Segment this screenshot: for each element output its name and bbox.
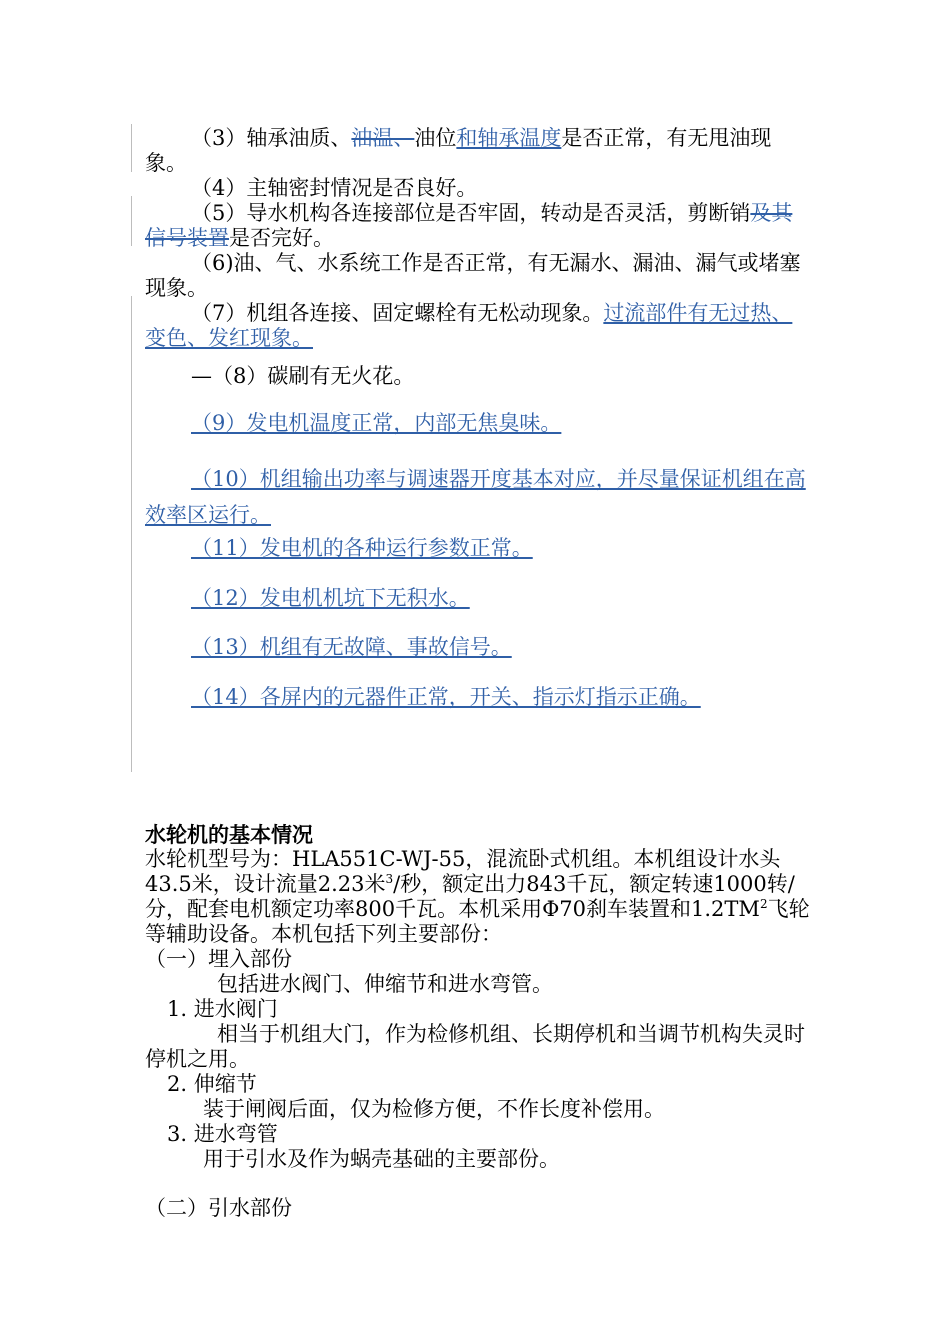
- list-item-4: （4）主轴密封情况是否良好。: [191, 176, 478, 200]
- subpart-1-desc: 相当于机组大门，作为检修机组、长期停机和当调节机构失灵时停机之用。: [145, 1022, 805, 1071]
- inserted-text: 过流部件有无过热、变色、发红现象。: [145, 301, 793, 350]
- section-title: 水轮机的基本情况: [145, 822, 313, 847]
- list-item-5: （5）导水机构各连接部位是否牢固，转动是否灵活，剪断销及其信号装置是否完好。: [145, 201, 793, 250]
- subpart-3-desc: 用于引水及作为蜗壳基础的主要部份。: [203, 1147, 560, 1171]
- list-item-8: —（8）碳刷有无火花。: [191, 364, 415, 388]
- list-item-11: （11）发电机的各种运行参数正常。: [191, 536, 533, 560]
- deleted-text: 油温、: [351, 126, 415, 150]
- revision-bar: [131, 124, 132, 172]
- part-1-title: （一）埋入部份: [145, 947, 292, 971]
- list-item-10: （10）机组输出功率与调速器开度基本对应，并尽量保证机组在高效率区运行。: [145, 467, 806, 527]
- subpart-1-title: 1. 进水阀门: [167, 997, 278, 1021]
- list-item-3: （3）轴承油质、油温、油位和轴承温度是否正常，有无甩油现象。: [145, 126, 772, 175]
- list-item-12: （12）发电机机坑下无积水。: [191, 586, 470, 610]
- subpart-2-desc: 装于闸阀后面，仅为检修方便，不作长度补偿用。: [203, 1097, 665, 1121]
- list-item-14: （14）各屏内的元器件正常，开关、指示灯指示正确。: [191, 685, 701, 709]
- list-item-7: （7）机组各连接、固定螺栓有无松动现象。过流部件有无过热、变色、发红现象。: [145, 301, 793, 350]
- turbine-intro: 水轮机型号为：HLA551C-WJ-55，混流卧式机组。本机组设计水头43.5米，设计流量2.23米$^3$/秒，额定出力843千瓦，额定转速1000转/分，配套电机额定功率800千瓦。本机采用Φ70刹车装置和$1.2TM^2$飞轮等辅助设备。本机包括下列主要部份：: [145, 847, 810, 946]
- part-2-title: （二）引水部份: [145, 1196, 292, 1220]
- list-item-9: （9）发电机温度正常，内部无焦臭味。: [191, 411, 562, 435]
- list-item-13: （13）机组有无故障、事故信号。: [191, 635, 512, 659]
- inserted-text: 和轴承温度: [456, 126, 562, 150]
- part-1-desc: 包括进水阀门、伸缩节和进水弯管。: [217, 972, 553, 996]
- revision-bar: [131, 196, 132, 246]
- deleted-text: 及其信号装置: [145, 201, 793, 250]
- subpart-2-title: 2. 伸缩节: [167, 1072, 257, 1096]
- subpart-3-title: 3. 进水弯管: [167, 1122, 278, 1146]
- list-item-6: （6)油、气、水系统工作是否正常，有无漏水、漏油、漏气或堵塞现象。: [145, 251, 801, 300]
- revision-bar: [131, 296, 132, 772]
